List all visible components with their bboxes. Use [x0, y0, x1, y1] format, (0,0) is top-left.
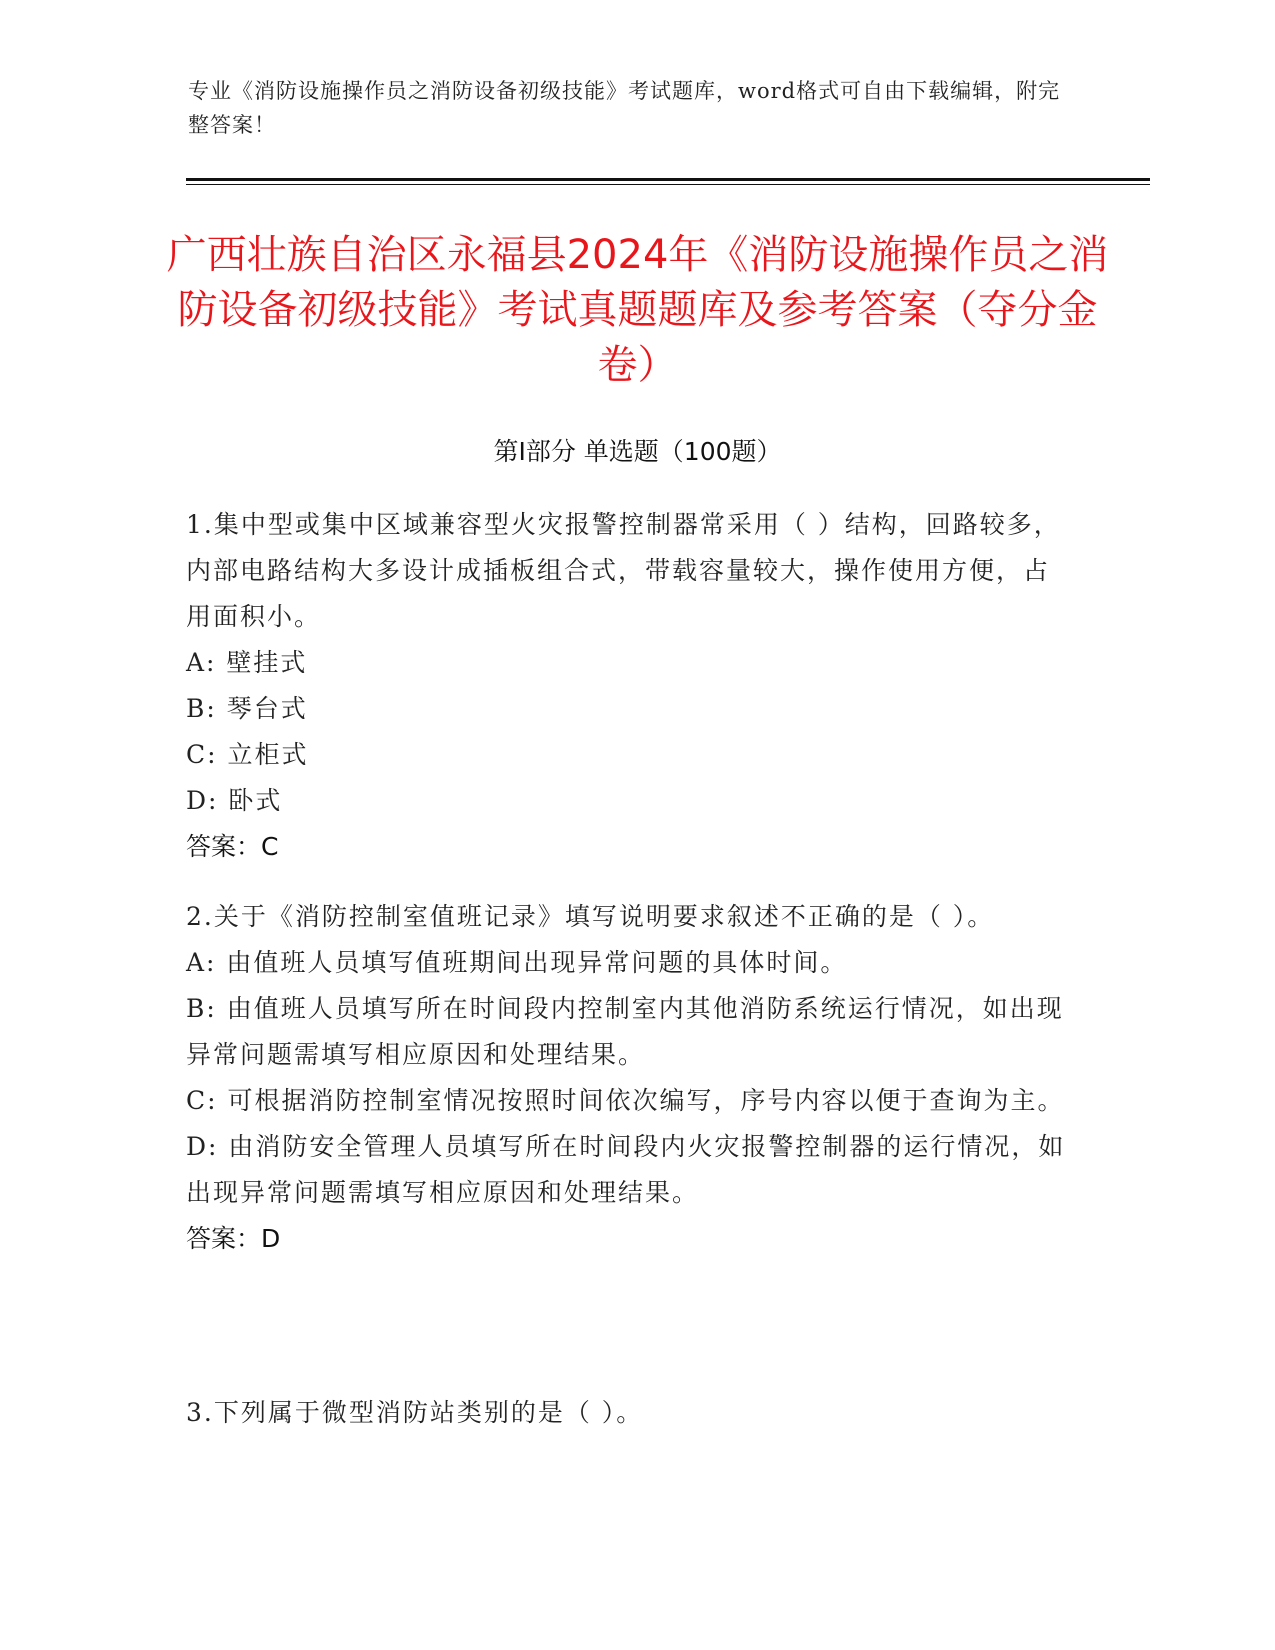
option-a: A: 壁挂式 — [186, 648, 308, 677]
question-1 — [186, 502, 1066, 870]
header-rule-thin — [186, 184, 1150, 185]
option-b: B: 由值班人员填写所在时间段内控制室内其他消防系统运行情况，如出现异常问题需填写相应原因和处理结果。 — [186, 994, 1064, 1069]
question-3 — [186, 1390, 1066, 1436]
section-title: 第Ⅰ部分 单选题（100题） — [493, 437, 782, 466]
option-b: B: 琴台式 — [186, 694, 308, 723]
question-stem: 3.下列属于微型消防站类别的是（ ）。 — [186, 1398, 644, 1427]
question-2 — [186, 894, 1066, 1262]
answer: 答案：C — [186, 832, 279, 861]
option-d: D: 卧式 — [186, 786, 283, 815]
answer: 答案：D — [186, 1224, 281, 1253]
question-stem: 1.集中型或集中区域兼容型火灾报警控制器常采用（ ）结构，回路较多，内部电路结构大多设计成插板组合式，带载容量较大，操作使用方便，占用面积小。 — [186, 510, 1061, 631]
option-c: C: 可根据消防控制室情况按照时间依次编写，序号内容以便于查询为主。 — [186, 1086, 1065, 1115]
question-stem: 2.关于《消防控制室值班记录》填写说明要求叙述不正确的是（ ）。 — [186, 902, 995, 931]
header-note: 专业《消防设施操作员之消防设备初级技能》考试题库，word格式可自由下载编辑，附完整答案！ — [188, 79, 1061, 137]
header-rule-thick — [186, 178, 1150, 181]
option-a: A: 由值班人员填写值班期间出现异常问题的具体时间。 — [186, 948, 848, 977]
option-d: D: 由消防安全管理人员填写所在时间段内火灾报警控制器的运行情况，如出现异常问题需填写相应原因和处理结果。 — [186, 1132, 1066, 1207]
option-c: C: 立柜式 — [186, 740, 309, 769]
document-title: 广西壮族自治区永福县2024年《消防设施操作员之消防设备初级技能》考试真题题库及参考答案（夺分金卷） — [166, 232, 1109, 388]
